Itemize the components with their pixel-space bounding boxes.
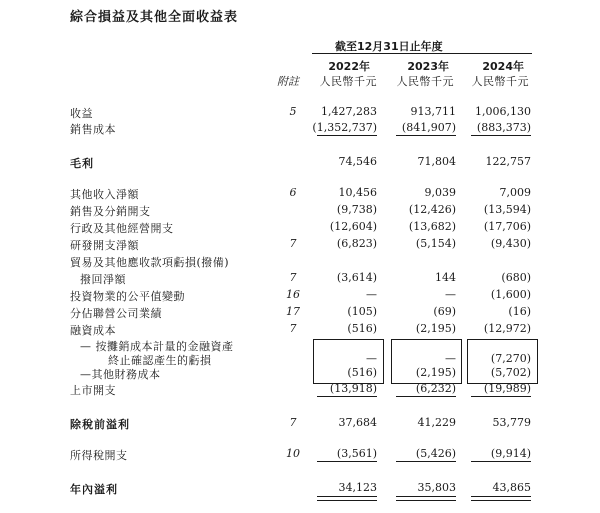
- row-label: 融資成本: [70, 324, 116, 337]
- value-2023: 144: [435, 271, 456, 284]
- row-gross-profit: [0, 155, 600, 171]
- row-note: 7: [289, 237, 297, 250]
- value-2024: (13,594): [483, 203, 531, 216]
- value-2024: (5,702): [490, 366, 531, 379]
- value-2023: —: [445, 352, 456, 365]
- row-finance-costs: [0, 322, 600, 338]
- row-admin-expenses: [0, 220, 600, 236]
- row-note: 17: [286, 305, 300, 318]
- row-label: 年內溢利: [70, 483, 118, 496]
- row-label: 除稅前溢利: [70, 418, 130, 431]
- value-2022: (6,823): [336, 237, 377, 250]
- row-label: 毛利: [70, 157, 94, 170]
- value-2024: 122,757: [485, 155, 531, 168]
- value-2023: (6,232): [415, 382, 456, 395]
- row-label: 行政及其他經營開支: [70, 222, 174, 235]
- total-double-rule-2022: [317, 496, 377, 501]
- value-2024: (7,270): [490, 352, 531, 365]
- value-2022: (516): [347, 366, 377, 379]
- row-label: — 按攤銷成本計量的金融資產: [80, 340, 234, 353]
- statement-title: 綜合損益及其他全面收益表: [70, 10, 239, 25]
- value-2022: (3,561): [336, 447, 377, 460]
- row-profit-before-tax: [0, 416, 600, 432]
- subtotal-rule-2023: [396, 461, 456, 462]
- value-2023: (13,682): [408, 220, 456, 233]
- row-label: 撥回淨額: [80, 273, 126, 286]
- row-label: 上市開支: [70, 384, 116, 397]
- row-label: 研發開支淨額: [70, 239, 139, 252]
- unit-header-2022: 人民幣千元: [319, 75, 377, 88]
- subtotal-rule-2022: [317, 461, 377, 462]
- row-selling-expenses: [0, 203, 600, 219]
- value-2024: (883,373): [476, 121, 531, 134]
- value-2022: 34,123: [338, 481, 377, 494]
- value-2024: (680): [501, 271, 531, 284]
- row-note: 7: [289, 271, 297, 284]
- value-2023: (2,195): [415, 322, 456, 335]
- subtotal-rule-2023: [396, 135, 456, 136]
- value-2024: 1,006,130: [475, 105, 531, 118]
- value-2024: (9,430): [490, 237, 531, 250]
- row-label: 貿易及其他應收款項虧損(撥備): [70, 256, 230, 269]
- row-label: 終止確認產生的虧損: [108, 354, 212, 367]
- year-header-2022: 2022年: [328, 60, 370, 73]
- value-2024: (9,914): [490, 447, 531, 460]
- row-rnd-expenses: [0, 237, 600, 253]
- unit-header-2023: 人民幣千元: [396, 75, 454, 88]
- subtotal-rule-2024: [471, 461, 531, 462]
- value-2023: 35,803: [417, 481, 456, 494]
- row-label: 分佔聯營公司業績: [70, 307, 162, 320]
- row-note: 5: [289, 105, 297, 118]
- row-label: 所得稅開支: [70, 449, 128, 462]
- value-2023: 71,804: [417, 155, 456, 168]
- value-2023: 913,711: [410, 105, 456, 118]
- row-receivables-impairment: [0, 271, 600, 287]
- row-label: —其他財務成本: [80, 368, 161, 381]
- row-profit-for-year: [0, 481, 600, 497]
- row-receivables-impairment-heading: [0, 254, 600, 270]
- value-2024: (16): [508, 305, 531, 318]
- value-2022: 1,427,283: [321, 105, 377, 118]
- subtotal-rule-2022: [317, 396, 377, 397]
- value-2024: (17,706): [483, 220, 531, 233]
- value-2022: (1,352,737): [312, 121, 377, 134]
- value-2023: (5,426): [415, 447, 456, 460]
- value-2024: 43,865: [492, 481, 531, 494]
- row-note: 7: [289, 416, 297, 429]
- row-other-finance-costs: [0, 366, 600, 382]
- subtotal-rule-2023: [396, 396, 456, 397]
- value-2022: 10,456: [338, 186, 377, 199]
- row-label: 投資物業的公平值變動: [70, 290, 185, 303]
- value-2022: (105): [347, 305, 377, 318]
- row-label: 收益: [70, 107, 93, 120]
- value-2024: 7,009: [499, 186, 531, 199]
- value-2023: (69): [433, 305, 456, 318]
- value-2022: (9,738): [336, 203, 377, 216]
- value-2022: (12,604): [329, 220, 377, 233]
- row-label: 銷售成本: [70, 123, 116, 136]
- row-other-income: [0, 186, 600, 202]
- value-2023: (5,154): [415, 237, 456, 250]
- value-2023: (12,426): [408, 203, 456, 216]
- value-2022: —: [366, 352, 377, 365]
- row-note: 6: [289, 186, 297, 199]
- row-revenue: [0, 105, 600, 121]
- value-2022: —: [366, 288, 377, 301]
- value-2024: 53,779: [492, 416, 531, 429]
- unit-header-2024: 人民幣千元: [471, 75, 529, 88]
- value-2022: (3,614): [336, 271, 377, 284]
- value-2022: (13,918): [329, 382, 377, 395]
- row-label: 其他收入淨額: [70, 188, 139, 201]
- total-double-rule-2023: [396, 496, 456, 501]
- value-2022: 37,684: [338, 416, 377, 429]
- row-label: 銷售及分銷開支: [70, 205, 151, 218]
- subtotal-rule-2022: [317, 135, 377, 136]
- row-share-of-associates: [0, 305, 600, 321]
- year-header-2024: 2024年: [482, 60, 524, 73]
- row-note: 10: [286, 447, 300, 460]
- value-2022: (516): [347, 322, 377, 335]
- note-column-header: 附註: [277, 75, 299, 88]
- period-header: 截至12月31日止年度: [335, 40, 443, 53]
- value-2023: (2,195): [415, 366, 456, 379]
- value-2024: (19,989): [483, 382, 531, 395]
- value-2024: (12,972): [483, 322, 531, 335]
- period-underline: [312, 53, 532, 54]
- subtotal-rule-2024: [471, 396, 531, 397]
- row-note: 16: [286, 288, 300, 301]
- row-investment-property-fv: [0, 288, 600, 304]
- value-2023: 41,229: [417, 416, 456, 429]
- value-2024: (1,600): [490, 288, 531, 301]
- row-note: 7: [289, 322, 297, 335]
- value-2022: 74,546: [338, 155, 377, 168]
- year-header-2023: 2023年: [407, 60, 449, 73]
- subtotal-rule-2024: [471, 135, 531, 136]
- value-2023: 9,039: [424, 186, 456, 199]
- total-double-rule-2024: [471, 496, 531, 501]
- value-2023: —: [445, 288, 456, 301]
- value-2023: (841,907): [401, 121, 456, 134]
